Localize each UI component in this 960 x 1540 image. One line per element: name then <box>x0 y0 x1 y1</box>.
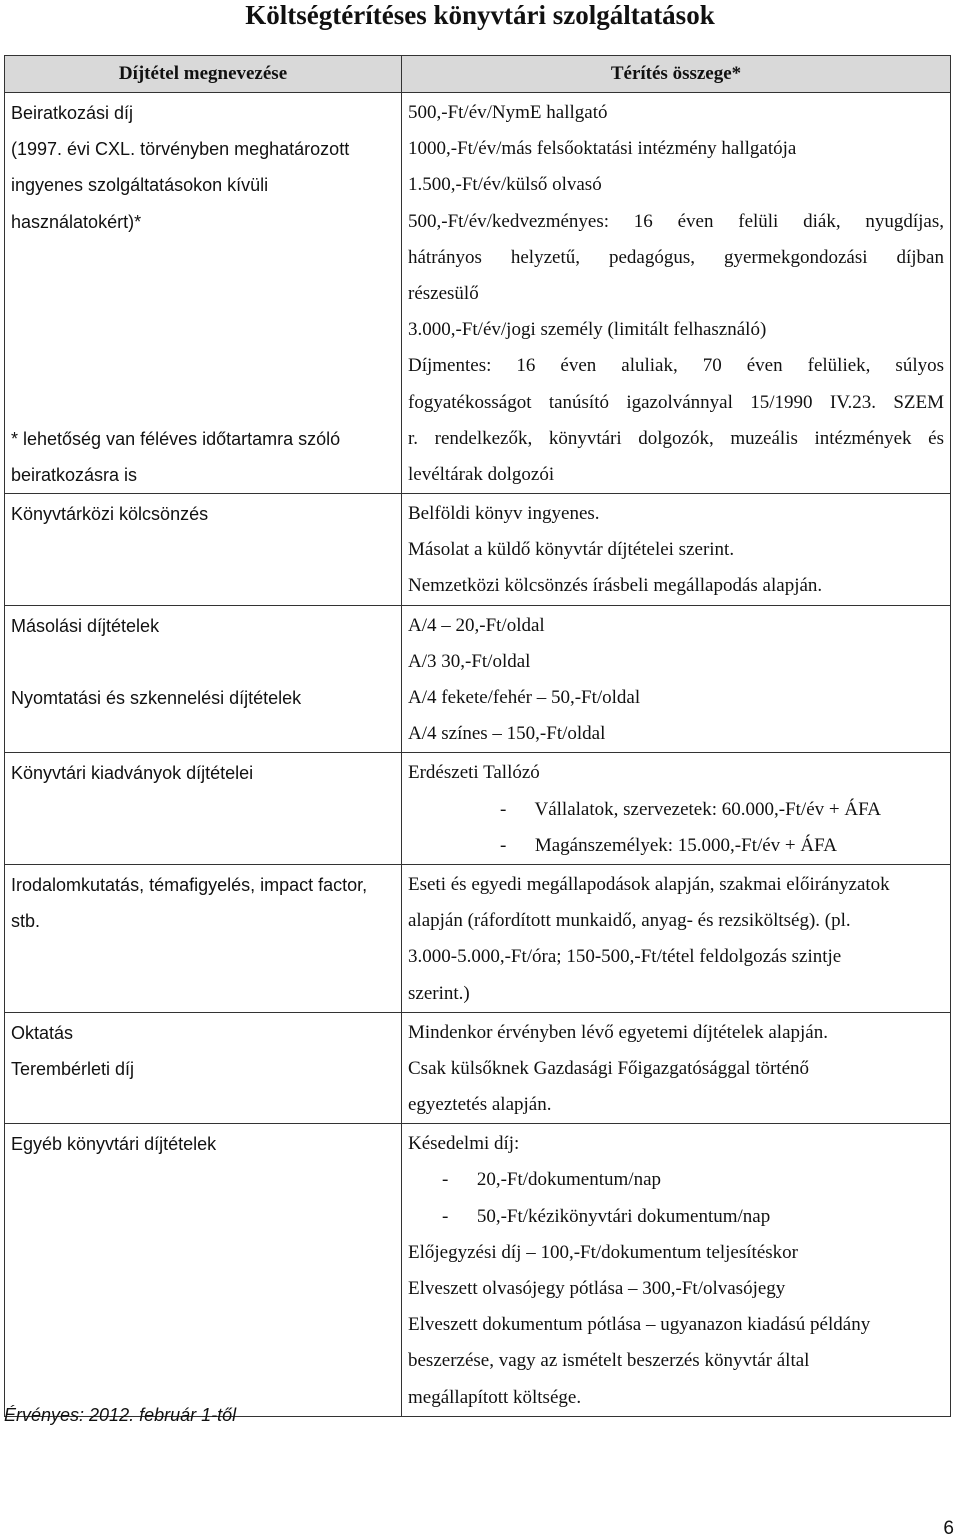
table-header-row <box>5 56 951 93</box>
cell-other-name <box>5 1124 402 1417</box>
cell-other-amount <box>402 1124 951 1417</box>
cell-line: Elveszett olvasójegy pótlása – 300,-Ft/olvasójegy <box>408 1278 786 1299</box>
cell-line: 500,-Ft/év/NymE hallgató <box>408 102 608 123</box>
cell-line: 3.000-5.000,-Ft/óra; 150-500,-Ft/tétel feldolgozás szintje <box>408 946 842 968</box>
cell-publications-name <box>5 753 402 865</box>
registration-note: * lehetőség van féléves időtartamra szóló <box>11 428 341 449</box>
page-title: Költségtérítéses könyvtári szolgáltatások <box>245 0 715 30</box>
cell-literature-amount <box>402 864 951 1012</box>
cell-line: beszerzése, vagy az ismételt beszerzés könyvtár által <box>408 1350 810 1372</box>
cell-publications-amount <box>402 753 951 865</box>
cell-line <box>11 644 395 680</box>
cell-line: Oktatás <box>11 1022 74 1043</box>
cell-line: Irodalomkutatás, témafigyelés, impact factor, <box>11 874 368 895</box>
list-item: - 50,-Ft/kézikönyvtári dokumentum/nap <box>442 1205 771 1227</box>
cell-line: r. rendelkezők, könyvtári dolgozók, muzeális intézmények és <box>408 427 944 449</box>
validity-note: Érvényes: 2012. február 1-től <box>4 1405 237 1425</box>
cell-line: Beiratkozási díj <box>11 103 134 123</box>
cell-line: stb. <box>11 911 41 932</box>
registration-note: beiratkozásra is <box>11 464 138 485</box>
cell-line: használatokért)* <box>11 211 142 232</box>
cell-line: A/3 30,-Ft/oldal <box>408 650 531 672</box>
cell-line: 1000,-Ft/év/más felsőoktatási intézmény hallgatója <box>408 138 797 160</box>
cell-registration-name <box>5 93 402 494</box>
cell-line: A/4 fekete/fehér – 50,-Ft/oldal <box>408 687 641 708</box>
cell-line: Díjmentes: 16 éven aluliak, 70 éven felüliek, súlyos <box>408 355 944 377</box>
cell-line: Késedelmi díj: <box>408 1133 520 1155</box>
cell-line: Könyvtárközi kölcsönzés <box>11 504 209 525</box>
cell-line: részesülő <box>408 282 479 304</box>
cell-line: Erdészeti Tallózó <box>408 762 540 784</box>
table-row-education <box>5 1012 951 1124</box>
cell-interlibrary-amount <box>402 494 951 606</box>
cell-line: 3.000,-Ft/év/jogi személy (limitált felhasználó) <box>408 319 767 341</box>
cell-copying-amount <box>402 605 951 753</box>
cell-line: egyeztetés alapján. <box>408 1094 552 1116</box>
cell-line: megállapított költsége. <box>408 1386 582 1408</box>
cell-line: szerint.) <box>408 982 470 1004</box>
table-row-literature-search <box>5 864 951 1012</box>
cell-line: A/4 – 20,-Ft/oldal <box>408 614 545 636</box>
table-row-copying <box>5 605 951 753</box>
cell-line: A/4 színes – 150,-Ft/oldal <box>408 723 606 745</box>
table-row-other-fees <box>5 1124 951 1417</box>
cell-line: levéltárak dolgozói <box>408 463 555 485</box>
cell-line: hátrányos helyzetű, pedagógus, gyermekgondozási díjban <box>408 246 944 268</box>
header-fee-amount: Térítés összege* <box>402 56 951 93</box>
cell-line: Eseti és egyedi megállapodások alapján, szakmai előirányzatok <box>408 873 890 895</box>
cell-line: Belföldi könyv ingyenes. <box>408 503 600 525</box>
cell-line: Csak külsőknek Gazdasági Főigazgatósággal történő <box>408 1057 810 1079</box>
cell-line: 500,-Ft/év/kedvezményes: 16 éven felüli diák, nyugdíjas, <box>408 210 944 232</box>
cell-line: Másolási díjtételek <box>11 615 160 636</box>
cell-line: Előjegyzési díj – 100,-Ft/dokumentum teljesítéskor <box>408 1241 798 1263</box>
cell-registration-amount <box>402 93 951 494</box>
cell-education-name <box>5 1012 402 1124</box>
fee-table <box>4 55 951 1417</box>
cell-line: alapján (ráfordított munkaidő, anyag- és rezsiköltség). (pl. <box>408 910 851 932</box>
cell-line: (1997. évi CXL. törvényben meghatározott <box>11 139 350 160</box>
cell-line: ingyenes szolgáltatásokon kívüli <box>11 175 269 196</box>
table-row-registration <box>5 93 951 494</box>
page-number: 6 <box>943 1518 954 1539</box>
cell-line: Terembérleti díj <box>11 1058 135 1079</box>
cell-line: Elveszett dokumentum pótlása – ugyanazon kiadású példány <box>408 1314 871 1336</box>
table-row-publications <box>5 753 951 865</box>
list-item: - Magánszemélyek: 15.000,-Ft/év + ÁFA <box>500 834 837 856</box>
cell-interlibrary-name <box>5 494 402 606</box>
cell-education-amount <box>402 1012 951 1124</box>
header-fee-name: Díjtétel megnevezése <box>5 56 402 93</box>
cell-copying-name <box>5 605 402 753</box>
cell-line: Nemzetközi kölcsönzés írásbeli megállapodás alapján. <box>408 575 823 597</box>
cell-line: Könyvtári kiadványok díjtételei <box>11 763 254 784</box>
cell-line: fogyatékosságot tanúsító igazolvánnyal 15/1990 IV.23. SZEM <box>408 391 944 413</box>
cell-line: Másolat a küldő könyvtár díjtételei szerint. <box>408 539 735 561</box>
cell-line: Nyomtatási és szkennelési díjtételek <box>11 688 302 708</box>
list-item: - Vállalatok, szervezetek: 60.000,-Ft/év + ÁFA <box>500 798 881 820</box>
cell-line: Egyéb könyvtári díjtételek <box>11 1134 217 1155</box>
cell-line: Mindenkor érvényben lévő egyetemi díjtételek alapján. <box>408 1021 828 1043</box>
list-item: - 20,-Ft/dokumentum/nap <box>442 1169 662 1191</box>
cell-literature-name <box>5 864 402 1012</box>
table-row-interlibrary-loan <box>5 494 951 606</box>
cell-line: 1.500,-Ft/év/külső olvasó <box>408 174 602 196</box>
